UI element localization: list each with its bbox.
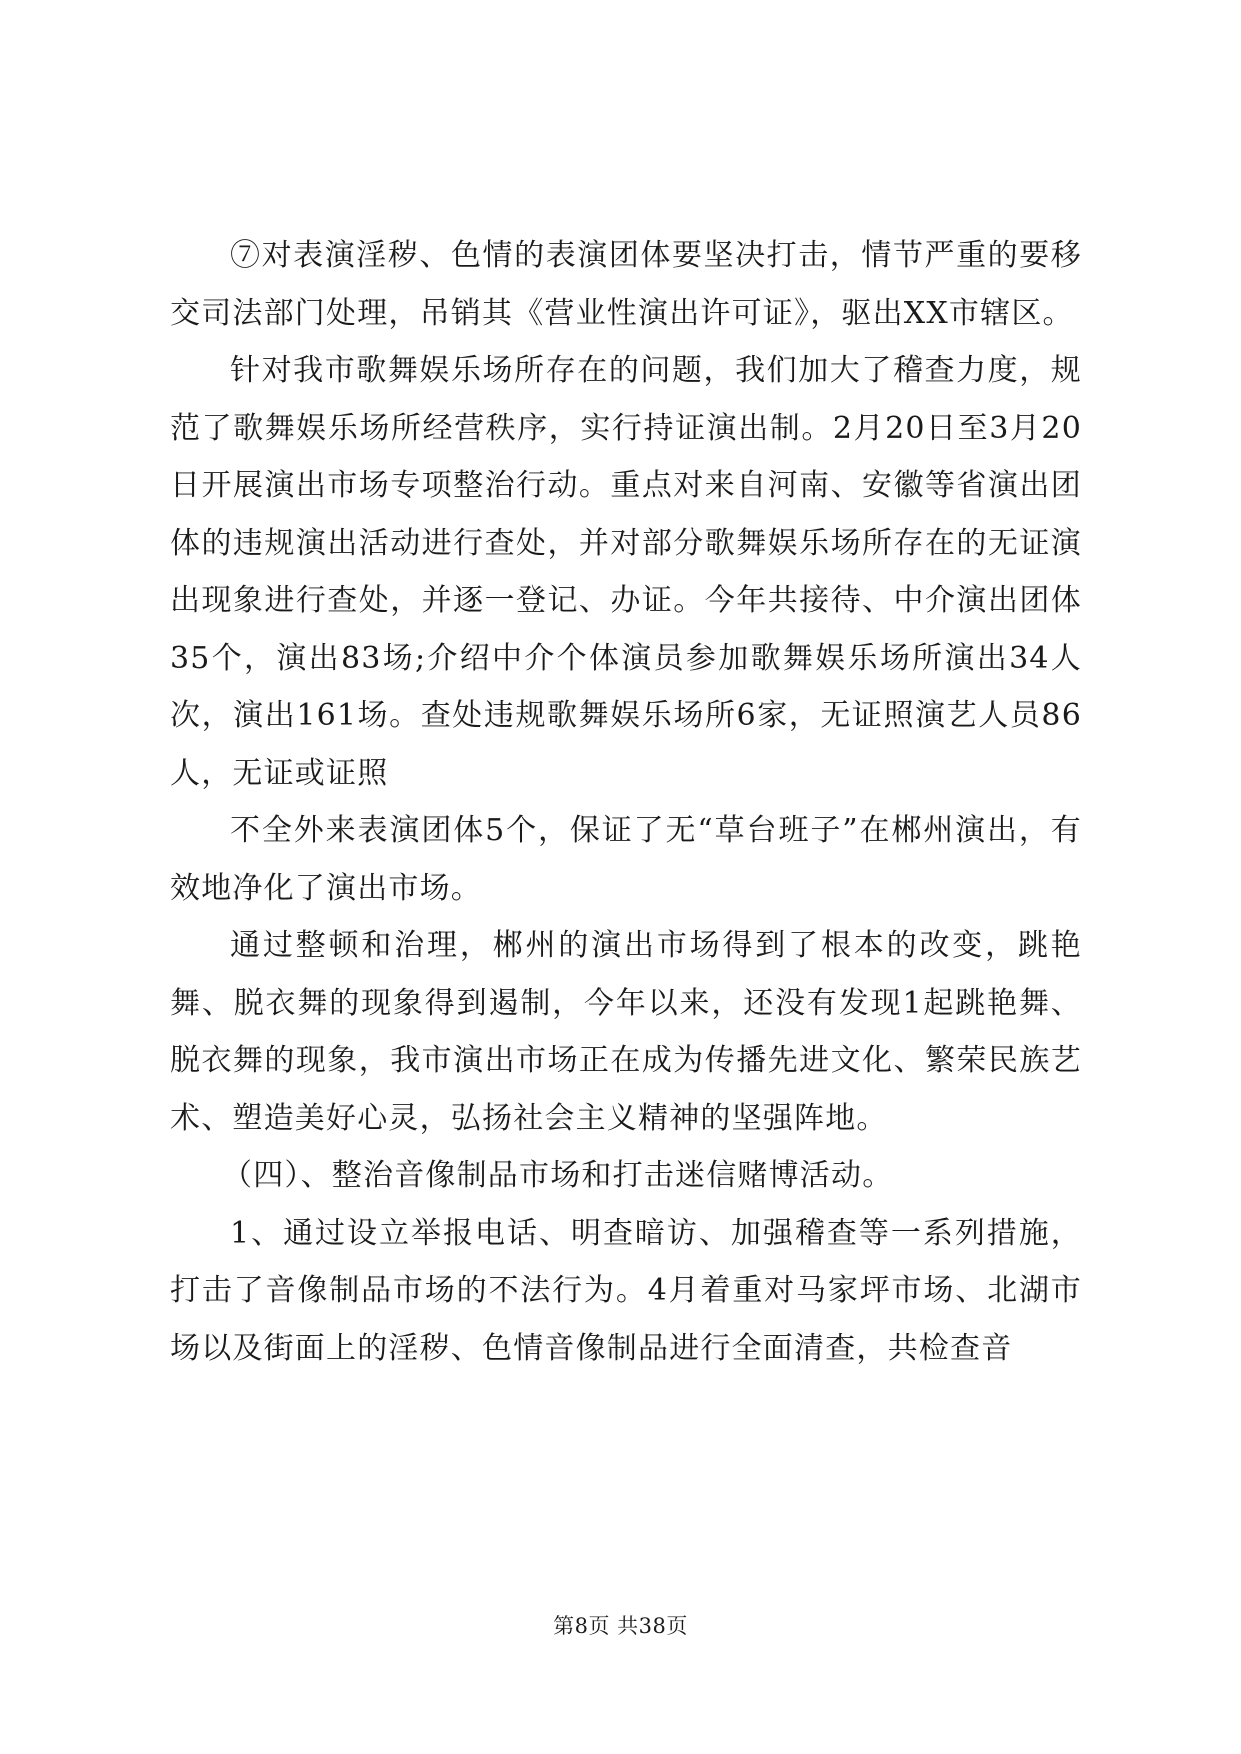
page-footer: 第8页 共38页 xyxy=(553,1614,688,1638)
paragraph-audio-video-market: 1、通过设立举报电话、明查暗访、加强稽查等一系列措施，打击了音像制品市场的不法行为。4月着重对马家坪市场、北湖市场以及街面上的淫秽、色情音像制品进行全面清查，共检查音 xyxy=(170,1215,1082,1366)
section-heading-4: （四）、整治音像制品市场和打击迷信赌博活动。 xyxy=(222,1158,894,1193)
paragraph-rectification-results: 通过整顿和治理，郴州的演出市场得到了根本的改变，跳艳舞、脱衣舞的现象得到遏制，今年以来，还没有发现1起跳艳舞、脱衣舞的现象，我市演出市场正在成为传播先进文化、繁荣民族艺术、塑造美好心灵，弘扬社会主义精神的坚强阵地。 xyxy=(170,928,1082,1136)
paragraph-song-dance-inspection: 针对我市歌舞娱乐场所存在的问题，我们加大了稽查力度，规范了歌舞娱乐场所经营秩序，实行持证演出制。2月20日至3月20日开展演出市场专项整治行动。重点对来自河南、安徽等省演出团体的违规演出活动进行查处，并对部分歌舞娱乐场所存在的无证演出现象进行查处，并逐一登记、办证。今年共接待、中介演出团体35个，演出83场;介绍中介个体演员参加歌舞娱乐场所演出34人次，演出161场。查处违规歌舞娱乐场所6家，无证照演艺人员86人，无证或证照 xyxy=(170,353,1082,791)
body-text xyxy=(170,227,1082,1377)
paragraph-outside-troupes: 不全外来表演团体5个，保证了无“草台班子”在郴州演出，有效地净化了演出市场。 xyxy=(170,813,1082,906)
paragraph-item-7: ⑦对表演淫秽、色情的表演团体要坚决打击，情节严重的要移交司法部门处理，吊销其《营业性演出许可证》，驱出XX市辖区。 xyxy=(170,238,1082,331)
